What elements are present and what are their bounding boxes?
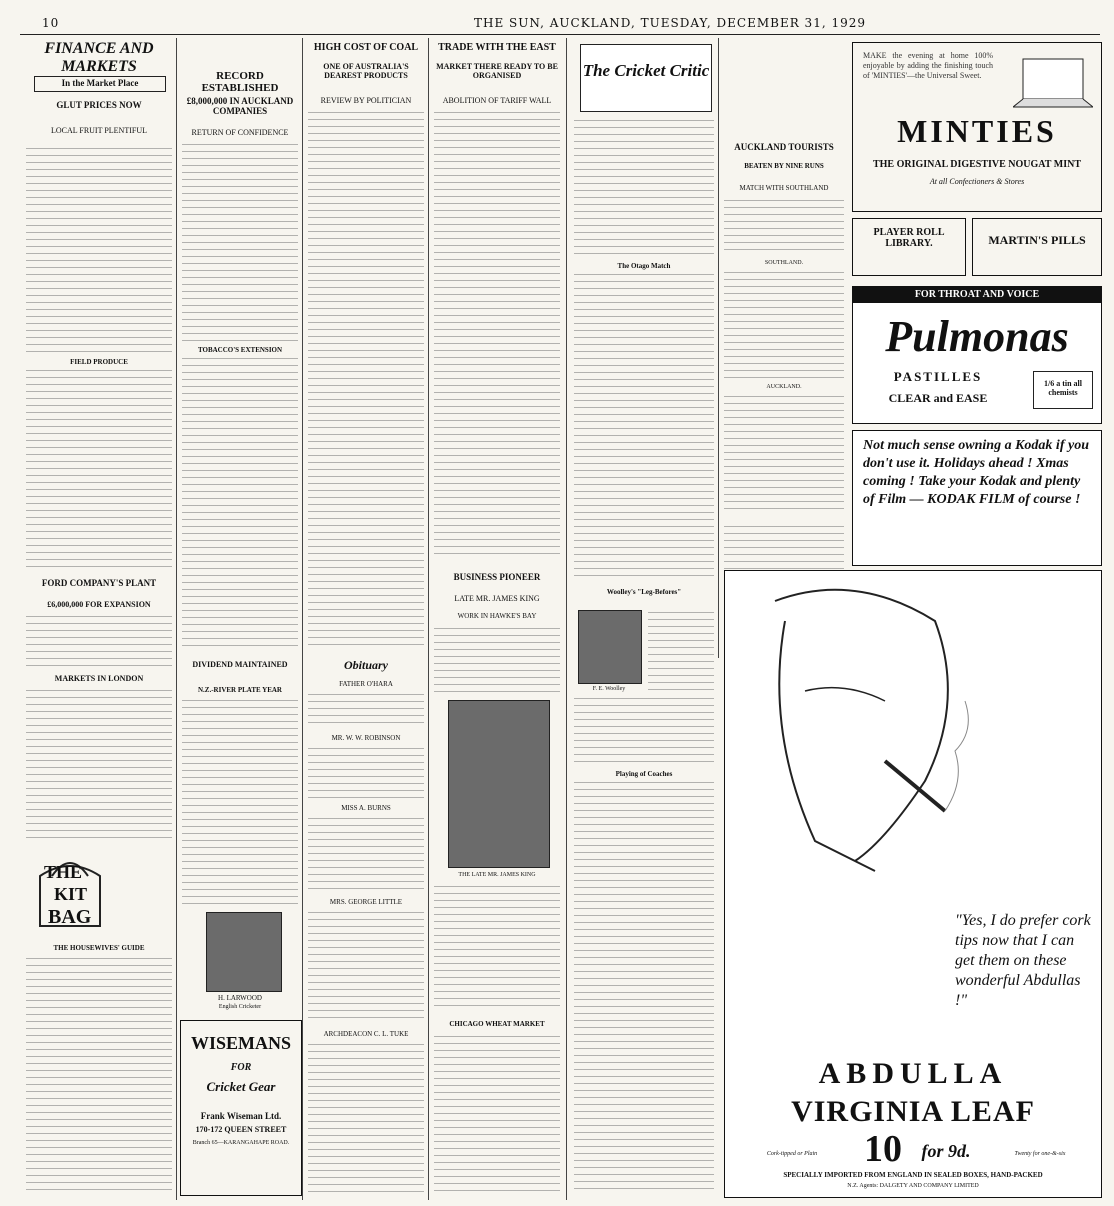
wisemans-gear: Cricket Gear xyxy=(206,1079,276,1094)
martins-pills-ad[interactable] xyxy=(972,218,1102,276)
kit-bag-title-the: THE xyxy=(44,862,83,882)
throat-voice: FOR THROAT AND VOICE xyxy=(914,289,1040,300)
pulmonas-price: 1/6 a tin all chemists xyxy=(1043,379,1082,397)
finance-title: FINANCE AND MARKETS xyxy=(44,40,154,75)
otago-match-head: The Otago Match xyxy=(617,262,671,270)
larwood-photo xyxy=(206,912,282,992)
record-subhead-2: RETURN OF CONFIDENCE xyxy=(191,128,289,137)
virginia-leaf: VIRGINIA LEAF xyxy=(791,1095,1035,1128)
masthead-rule xyxy=(20,34,1100,35)
trade-subhead: MARKET THERE READY TO BE ORGANISED xyxy=(436,62,558,80)
coal-subhead-2: REVIEW BY POLITICIAN xyxy=(320,96,412,105)
coal-headline: HIGH COST OF COAL xyxy=(313,42,419,53)
abdulla-agents: N.Z. Agents: DALGETY AND COMPANY LIMITED xyxy=(847,1183,979,1189)
minties-original: THE ORIGINAL DIGESTIVE NOUGAT MINT xyxy=(872,159,1081,170)
business-pioneer-head: BUSINESS PIONEER xyxy=(453,572,541,582)
southland-head: SOUTHLAND. xyxy=(764,260,804,266)
abdulla-price: for 9d. xyxy=(921,1141,971,1161)
abdulla-ad[interactable] xyxy=(724,570,1102,1198)
coal-subhead: ONE OF AUSTRALIA'S DEAREST PRODUCTS xyxy=(323,62,409,80)
wisemans-for: FOR xyxy=(230,1062,252,1073)
kit-bag-title-bag: BAG xyxy=(48,906,92,928)
obit-robinson: MR. W. W. ROBINSON xyxy=(331,734,401,742)
pulmonas-ad[interactable] xyxy=(852,286,1102,424)
tourists-subhead-2: MATCH WITH SOUTHLAND xyxy=(739,184,829,192)
james-king-caption: THE LATE MR. JAMES KING xyxy=(458,872,536,878)
business-pioneer-sub: LATE MR. JAMES KING xyxy=(454,594,540,603)
abdulla-brand: ABDULLA xyxy=(818,1057,1008,1090)
larwood-role: English Cricketer xyxy=(218,1004,262,1010)
pulmonas-clear: CLEAR and EASE xyxy=(888,391,988,405)
kit-bag-title-kit: KIT xyxy=(54,884,88,904)
minties-ad[interactable] xyxy=(852,42,1102,212)
minties-packet-icon xyxy=(1013,49,1093,109)
wisemans-branch: Branch 65—KARANGAHAPE ROAD. xyxy=(192,1140,290,1146)
pulmonas-pastilles: PASTILLES xyxy=(893,369,983,384)
london-headline: MARKETS IN LONDON xyxy=(54,674,144,683)
pulmonas-brand: Pulmonas xyxy=(885,312,1069,361)
obituary-head: Obituary xyxy=(343,658,388,672)
wisemans-firm: Frank Wiseman Ltd. xyxy=(200,1111,282,1121)
woolley-head: Woolley's "Leg-Befores" xyxy=(606,588,682,596)
minties-tagline: MAKE the evening at home 100% enjoyable by adding the finishing touch of 'MINTIES'—the Universal Sweet. xyxy=(863,51,993,80)
ford-subhead: £6,000,000 FOR EXPANSION xyxy=(47,600,151,609)
tobacco-head: TOBACCO'S EXTENSION xyxy=(197,346,283,354)
coaches-head: Playing of Coaches xyxy=(615,770,673,778)
business-pioneer-sub2: WORK IN HAWKE'S BAY xyxy=(457,612,537,620)
tourists-headline: AUCKLAND TOURISTS xyxy=(734,142,834,152)
woolley-caption: F. E. Woolley xyxy=(592,686,626,692)
record-headline: RECORD ESTABLISHED xyxy=(201,70,279,94)
masthead-title: THE SUN, AUCKLAND, TUESDAY, DECEMBER 31, 1929 xyxy=(474,16,866,30)
martins-title: MARTIN'S PILLS xyxy=(988,233,1086,247)
page-number: 10 xyxy=(42,16,60,30)
record-subhead: £8,000,000 IN AUCKLAND COMPANIES xyxy=(186,96,294,116)
obit-little: MRS. GEORGE LITTLE xyxy=(329,898,403,906)
abdulla-quote: "Yes, I do prefer cork tips now that I can get them on these wonderful Abdullas !" xyxy=(955,912,1091,1009)
woolley-photo xyxy=(578,610,642,684)
chicago-wheat-head: CHICAGO WHEAT MARKET xyxy=(449,1020,545,1028)
obit-ohara: FATHER O'HARA xyxy=(339,680,393,688)
minties-brand: MINTIES xyxy=(897,113,1057,149)
masthead xyxy=(20,16,1100,32)
wisemans-address: 170-172 QUEEN STREET xyxy=(195,1125,287,1134)
trade-subhead-2: ABOLITION OF TARIFF WALL xyxy=(442,96,552,105)
player-roll-ad[interactable] xyxy=(852,218,966,276)
kodak-ad[interactable] xyxy=(852,430,1102,566)
cricket-critic-banner xyxy=(580,44,712,112)
obit-burns: MISS A. BURNS xyxy=(341,804,391,812)
james-king-photo xyxy=(448,700,550,868)
cricket-critic-title: The Cricket Critic xyxy=(582,61,710,80)
river-plate-head: N.Z.-RIVER PLATE YEAR xyxy=(197,686,282,694)
trade-headline: TRADE WITH THE EAST xyxy=(438,42,556,53)
finance-text xyxy=(26,146,172,356)
abdulla-cork: Cork-tipped or Plain xyxy=(766,1151,818,1157)
minties-stores: At all Confectioners & Stores xyxy=(929,177,1025,186)
auckland-head: AUCKLAND. xyxy=(766,384,802,390)
market-place-label: In the Market Place xyxy=(61,78,139,88)
glut-headline: GLUT PRICES NOW xyxy=(56,100,142,110)
obit-tuke: ARCHDEACON C. L. TUKE xyxy=(323,1030,409,1038)
larwood-name: H. LARWOOD xyxy=(218,994,262,1002)
column-divider xyxy=(176,38,177,1200)
glut-subhead: LOCAL FRUIT PLENTIFUL xyxy=(51,126,147,135)
abdulla-ten: 10 xyxy=(864,1128,902,1170)
kodak-text: Not much sense owning a Kodak if you don't use it. Holidays ahead ! Xmas coming ! Take your Kodak and plenty of Film — KODAK FILM of course ! xyxy=(863,438,1089,507)
tourists-subhead: BEATEN BY NINE RUNS xyxy=(744,162,824,170)
abdulla-imported: SPECIALLY IMPORTED FROM ENGLAND IN SEALED BOXES, HAND-PACKED xyxy=(783,1171,1043,1179)
housewives-guide: THE HOUSEWIVES' GUIDE xyxy=(53,944,145,952)
wisemans-ad[interactable] xyxy=(180,1020,302,1196)
woman-smoking-illustration xyxy=(735,581,975,881)
dividend-head: DIVIDEND MAINTAINED xyxy=(192,660,288,669)
ford-headline: FORD COMPANY'S PLANT xyxy=(41,578,157,588)
field-produce-head: FIELD PRODUCE xyxy=(70,358,128,366)
abdulla-twenty: Twenty for one-&-six xyxy=(1014,1151,1066,1157)
player-roll-title: PLAYER ROLL LIBRARY. xyxy=(873,227,945,249)
wisemans-brand: WISEMANS xyxy=(190,1033,292,1053)
